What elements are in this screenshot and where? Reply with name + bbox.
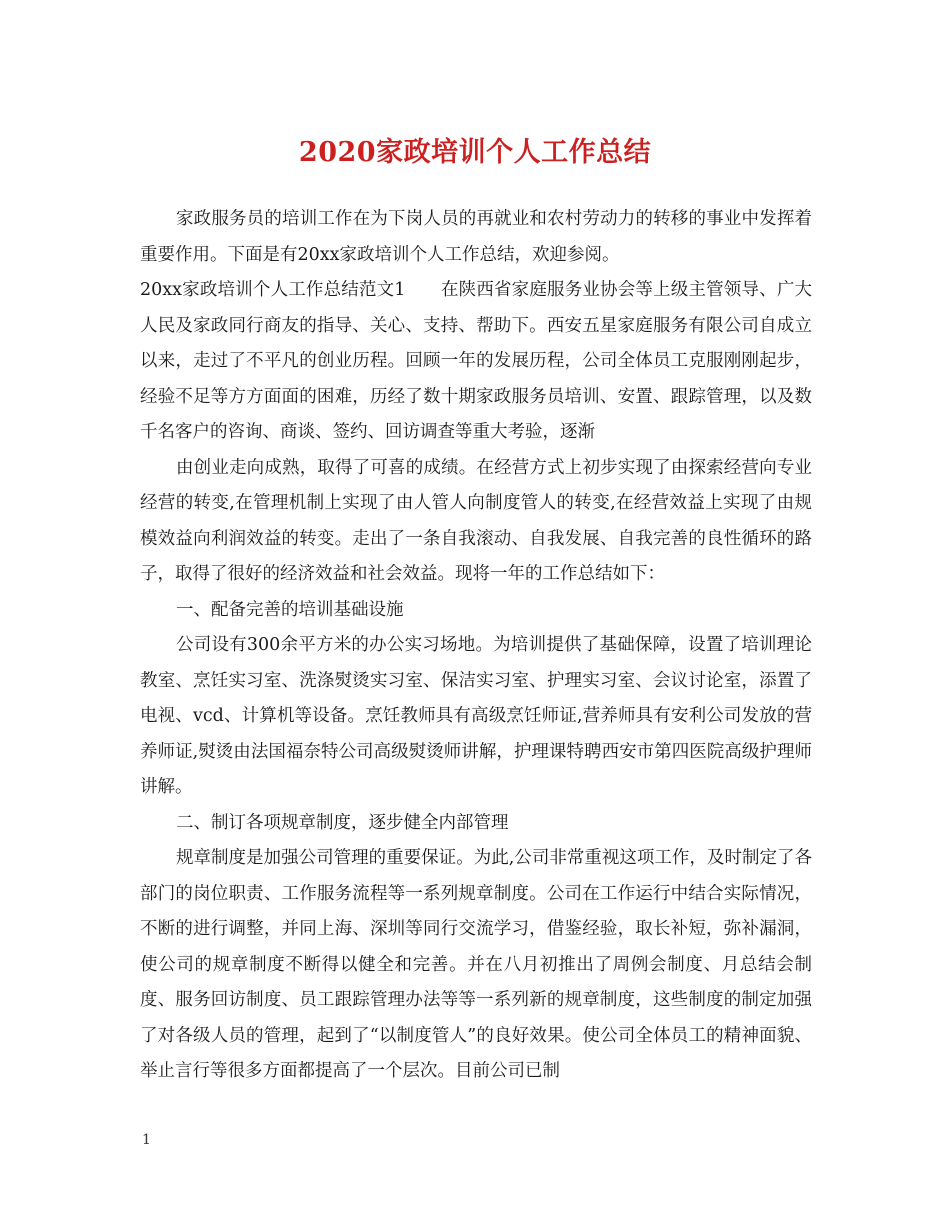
intro-paragraph: 家政服务员的培训工作在为下岗人员的再就业和农村劳动力的转移的事业中发挥着重要作用。下面是有20xx家政培训个人工作总结，欢迎参阅。	[140, 209, 812, 265]
section-heading-1: 一、配备完善的培训基础设施	[176, 599, 404, 620]
rules-paragraph: 规章制度是加强公司管理的重要保证。为此,公司非常重视这项工作，及时制定了各部门的岗位职责、工作服务流程等一系列规章制度。公司在工作运行中结合实际情况，不断的进行调整，并同上海、深圳等同行交流学习，借鉴经验，取长补短，弥补漏洞，使公司的规章制度不断得以健全和完善。并在八月初推出了周例会制度、月总结会制度、服务回访制度、员工跟踪管理办法等等一系列新的规章制度，这些制度的制定加强了对各级人员的管理，起到了“以制度管人”的良好效果。使公司全体员工的精神面貌、举止言行等很多方面都提高了一个层次。目前公司已制	[140, 848, 812, 1081]
sample-paragraph-1: 20xx家政培训个人工作总结范文1 在陕西省家庭服务业协会等上级主管领导、广大人民及家政同行商友的指导、关心、支持、帮助下。西安五星家庭服务有限公司自成立以来，走过了不平凡的创业历程。回顾一年的发展历程，公司全体员工克服刚刚起步，经验不足等方方面面的困难，历经了数十期家政服务员培训、安置、跟踪管理，以及数千名客户的咨询、商谈、签约、回访调查等重大考验，逐渐	[140, 280, 812, 442]
document-body	[140, 202, 812, 1090]
section-heading-2: 二、制订各项规章制度，逐步健全内部管理	[176, 812, 509, 833]
document-title: 2020家政培训个人工作总结	[298, 137, 652, 168]
page-number: 1	[142, 1132, 151, 1148]
summary-paragraph: 由创业走向成熟，取得了可喜的成绩。在经营方式上初步实现了由探索经营向专业经营的转变,在管理机制上实现了由人管人向制度管人的转变,在经营效益上实现了由规模效益向利润效益的转变。走出了一条自我滚动、自我发展、自我完善的良性循环的路子，取得了很好的经济效益和社会效益。现将一年的工作总结如下：	[140, 457, 812, 584]
facilities-paragraph: 公司设有300余平方米的办公实习场地。为培训提供了基础保障，设置了培训理论教室、烹饪实习室、洗涤熨烫实习室、保洁实习室、护理实习室、会议讨论室，添置了电视、vcd、计算机等设备。烹饪教师具有高级烹饪师证,营养师具有安利公司发放的营养师证,熨烫由法国福奈特公司高级熨烫师讲解，护理课特聘西安市第四医院高级护理师讲解。	[140, 635, 812, 797]
